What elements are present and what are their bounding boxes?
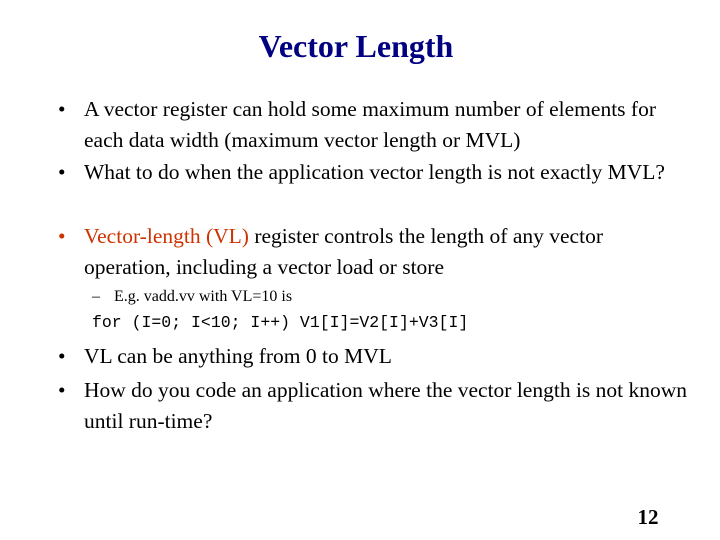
bullet-item: [58, 157, 678, 188]
slide-title: Vector Length: [258, 28, 454, 64]
bullet-text: VL can be anything from 0 to MVL: [84, 344, 392, 368]
bullet-icon: •: [58, 224, 66, 248]
highlighted-term: Vector-length (VL): [84, 224, 249, 248]
bullet-item: [58, 221, 688, 283]
page-number: 12: [637, 505, 659, 529]
sub-item: [92, 287, 292, 307]
bullet-icon: •: [58, 160, 66, 184]
bullet-text: A vector register can hold some maximum number of elements for each data width (maximum vector length or MVL): [84, 97, 656, 152]
bullet-icon: •: [58, 344, 66, 368]
bullet-item: [58, 341, 698, 372]
bullet-icon: •: [58, 378, 66, 402]
sub-item-text: E.g. vadd.vv with VL=10 is: [114, 288, 293, 305]
dash-icon: –: [92, 288, 100, 305]
bullet-text-rest: register controls the length of any vector operation, including a vector load or store: [84, 224, 603, 279]
bullet-text: How do you code an application where the vector length is not known until run-time?: [84, 378, 688, 433]
bullet-icon: •: [58, 97, 66, 121]
bullet-text: [58, 221, 688, 283]
bullet-item: [58, 94, 698, 156]
code-line: for (I=0; I<10; I++) V1[I]=V2[I]+V3[I]: [92, 313, 469, 332]
bullet-item: [58, 375, 698, 437]
bullet-text: What to do when the application vector length is not exactly MVL?: [84, 160, 665, 184]
